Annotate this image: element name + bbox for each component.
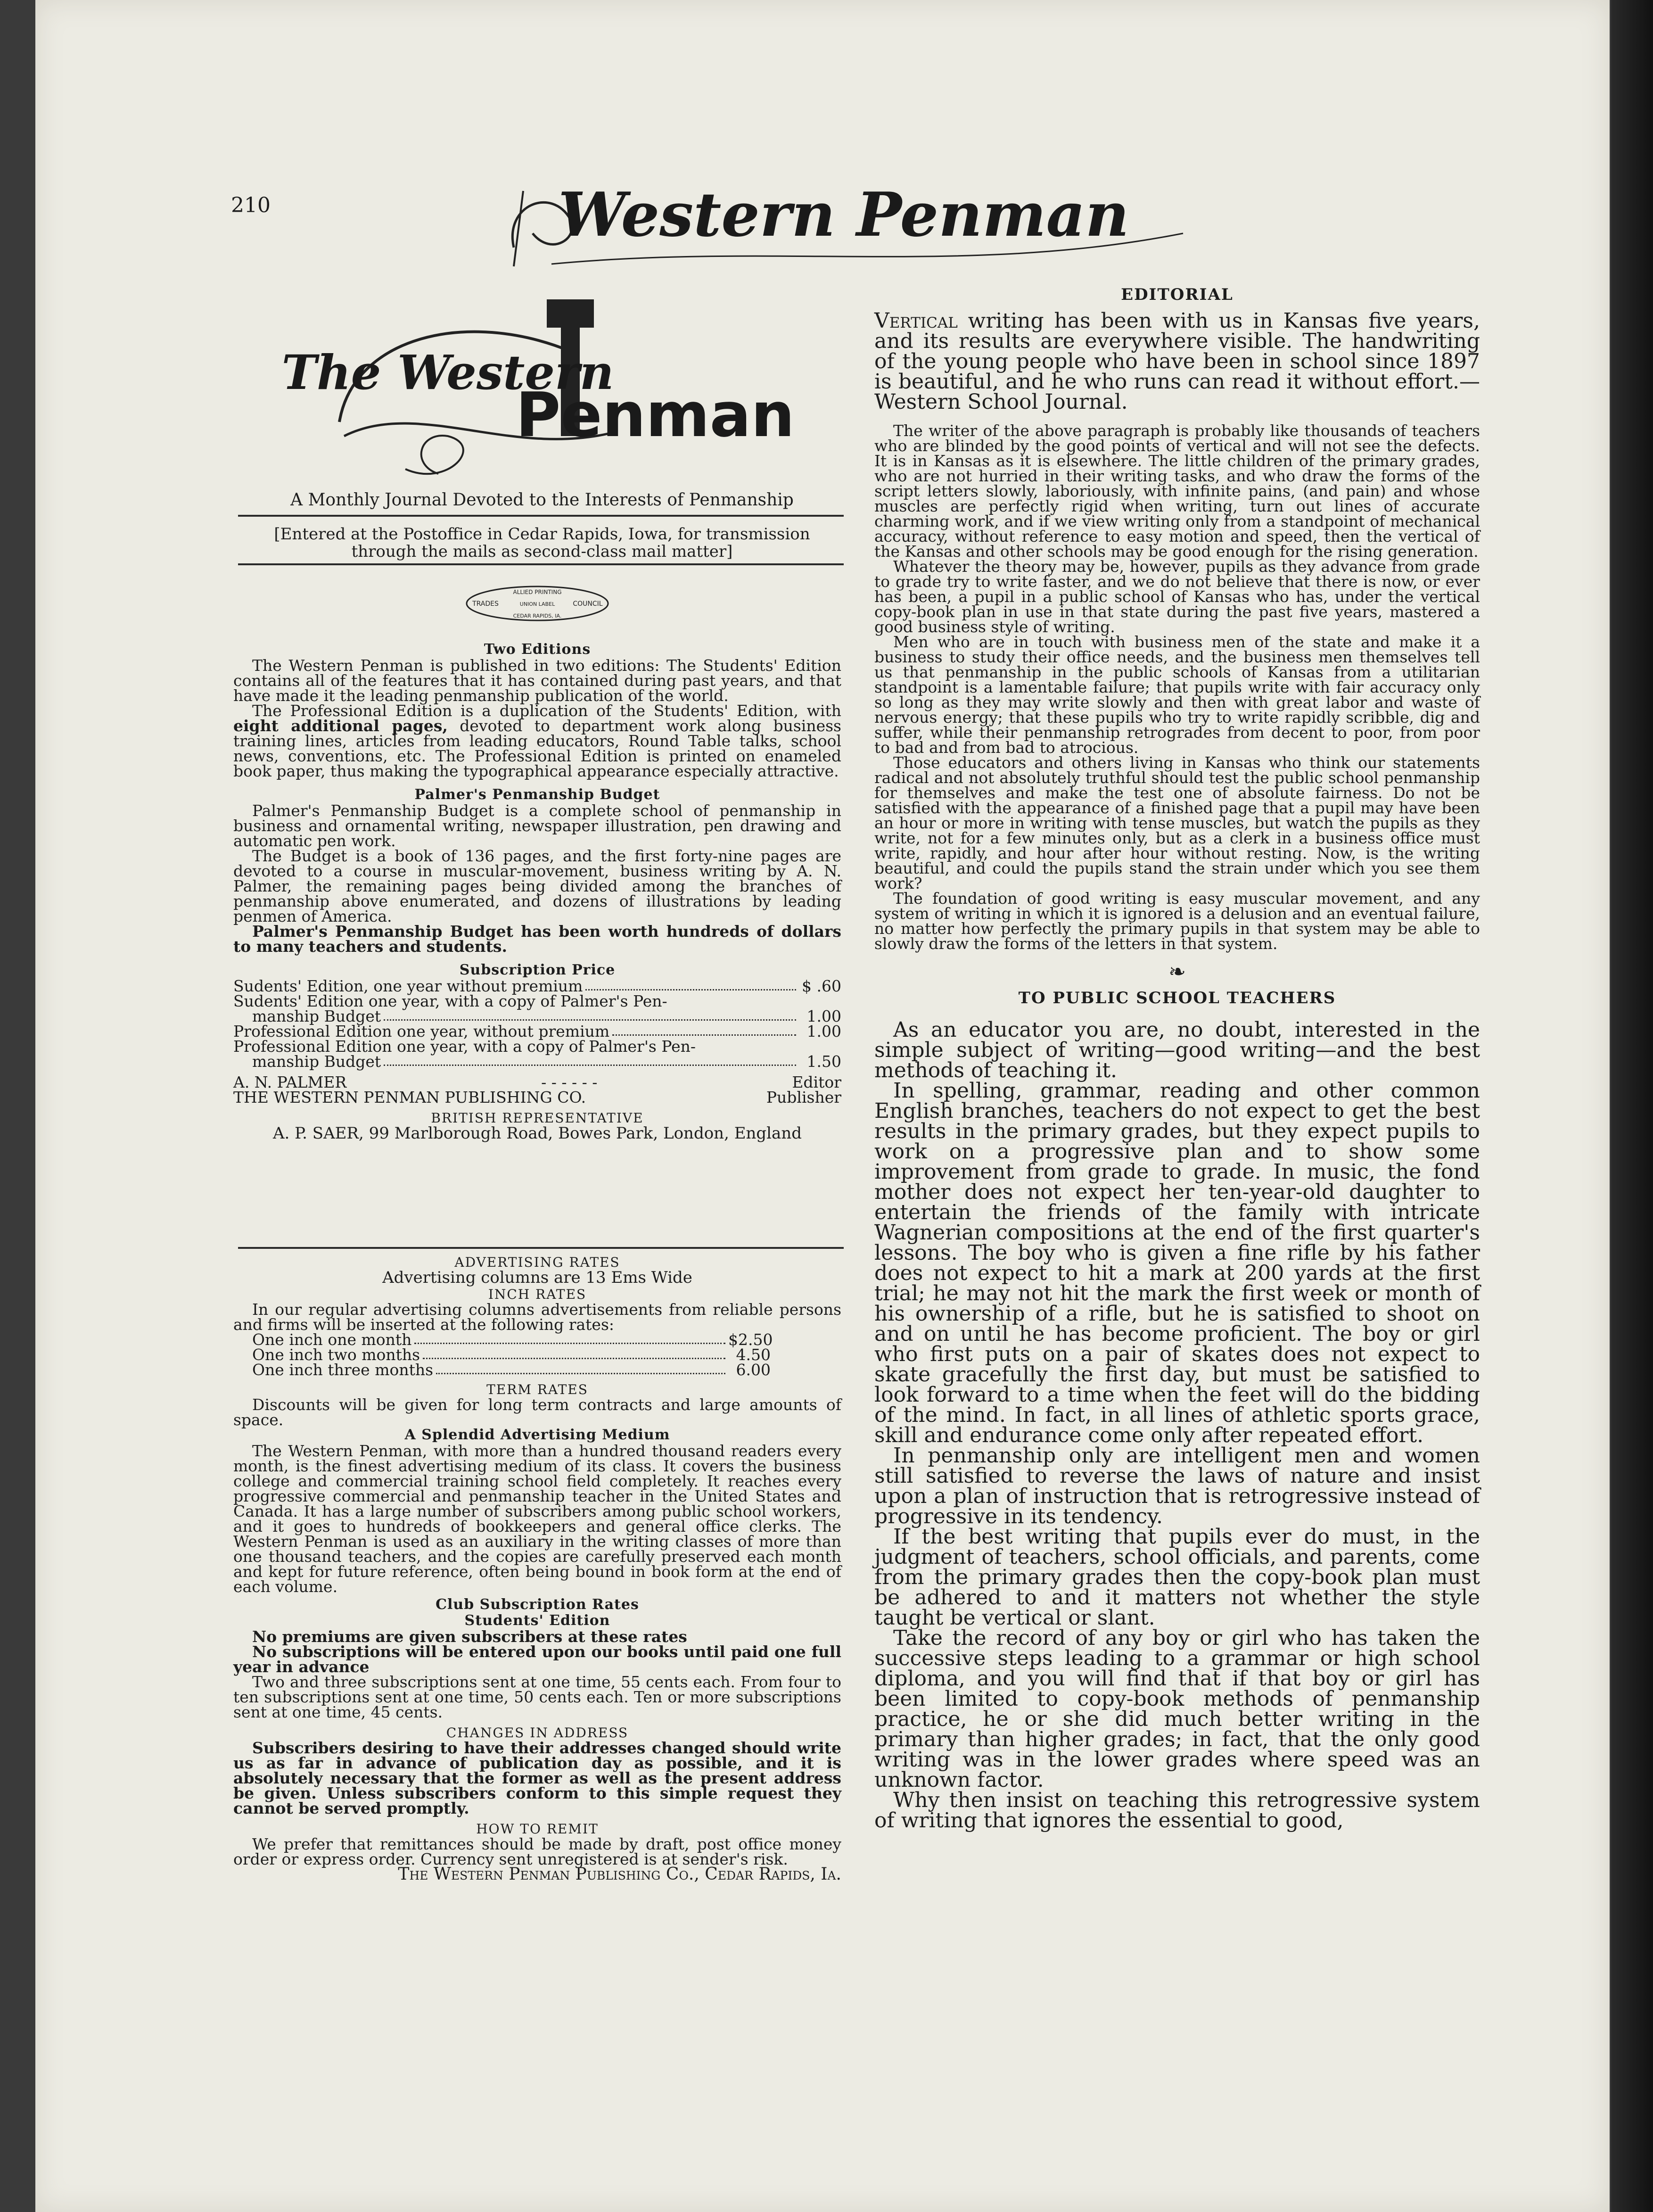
- remit-heading: HOW TO REMIT: [476, 1821, 599, 1837]
- teachers-p3: In penmanship only are intelligent men and women still satisfied to reverse the laws of nature and insist upon a plan of instruction that is retrogressive instead of progressive in its tendency.: [874, 1444, 1480, 1528]
- rule: [238, 515, 844, 517]
- editorial-p5: The foundation of good writing is easy muscular movement, and any system of writing in which it is ignored is a delusion and an eventual failure, no matter how perfectly the primary pupils in that system may be able to slowly draw the forms of the letters in that system.: [874, 889, 1480, 953]
- book-edge: [1611, 0, 1653, 2212]
- teachers-p2: In spelling, grammar, reading and other common English branches, teachers do not expect to get the best results in the primary grades, but they expect pupils to work on a progressive plan and to show some improvement from grade to grade. In music, the fond mother does not expect her ten-year-old daughter to entertain the friends of the family with intricate Wagnerian compositions at the end of the first quarter's lessons. The boy who is given a fine rifle by his father does not expect to hit a mark at 200 yards at the first trial; he may not hit the mark the first week or month of his ownership of a rifle, but he is satisfied to shoot on and on until he has become proficient. The boy or girl who first puts on a pair of skates does not expect to skate gracefully the first day, but must be satisfied to look forward to a time when the feet will do the bidding of the mind. In fact, in all lines of athletic sports grace, skill and endurance come only after repeated effort.: [874, 1079, 1480, 1447]
- budget-heading: Palmer's Penmanship Budget: [414, 786, 660, 803]
- teachers-p6: Why then insist on teaching this retrogressive system of writing that ignores the essential to good,: [874, 1788, 1480, 1832]
- inch-heading: INCH RATES: [488, 1287, 587, 1302]
- left-column-upper: [233, 642, 841, 1141]
- budget-p2: The Budget is a book of 136 pages, and the first forty-nine pages are devoted to a course in muscular-movement, business writing by A. N. Palmer, the remaining pages being divided among the branches of penmanship above enumerated, and dozens of illustrations by leading penmen of America.: [233, 847, 841, 925]
- club-text: Two and three subscriptions sent at one time, 55 cents each. From four to ten subscriptions sent at one time, 50 cents each. Ten or more subscriptions sent at one time, 45 cents.: [233, 1673, 841, 1721]
- rates-list: [233, 1332, 841, 1378]
- teachers-heading: TO PUBLIC SCHOOL TEACHERS: [1018, 989, 1336, 1007]
- british-heading: BRITISH REPRESENTATIVE: [431, 1110, 644, 1126]
- left-column-lower: [233, 1255, 841, 1882]
- term-text: Discounts will be given for long term contracts and large amounts of space.: [233, 1395, 841, 1429]
- medium-text: The Western Penman, with more than a hundred thousand readers every month, is the finest advertising medium of its class. It covers the business college and commercial training school field completely. It reaches every progressive commercial and penmanship teacher in the United States and Canada. It has a large number of subscribers among public school workers, and it goes to hundreds of bookkeepers and general office clerks. The Western Penman is used as an auxiliary in the writing classes of more than one thousand teachers, and the copies are carefully preserved each month and kept for future reference, often being bound in book form at the end of each volume.: [233, 1442, 841, 1596]
- editorial-p4: Those educators and others living in Kansas who think our statements radical and not absolutely truthful should test the public school penmanship for themselves and make the test one of absolute fairness. Do not be satisfied with the appearance of a finished page that a pupil may have been an hour or more in writing with tense muscles, but watch the pupils as they write, not for a few minutes only, but as a clerk in a business office must write, rapidly, and hour after hour without resting. Now, is the writing beautiful, and could the pupils stand the strain under which you see them work?: [874, 753, 1480, 892]
- masthead-title: [495, 177, 1202, 271]
- union-center: UNION LABEL: [519, 601, 555, 607]
- ornament-icon: ❧: [1168, 960, 1186, 984]
- british-address: A. P. SAER, 99 Marlborough Road, Bowes Park, London, England: [273, 1124, 802, 1143]
- rule: [238, 1247, 844, 1249]
- union-right: COUNCIL: [573, 600, 603, 608]
- rate-row: One inch two months 4.50: [252, 1345, 771, 1364]
- masthead-text: Western Penman: [558, 180, 1129, 250]
- advertising-heading: ADVERTISING RATES: [454, 1255, 620, 1270]
- right-column: [874, 285, 1480, 1831]
- rule: [238, 563, 844, 565]
- teachers-body: [874, 1020, 1480, 1831]
- club-heading: Club Subscription Rates: [436, 1596, 639, 1613]
- subscription-row: Sudents' Edition one year, with a copy of Palmer's Pen- manship Budget 1.00: [233, 992, 841, 1025]
- tagline: A Monthly Journal Devoted to the Interests of Penmanship: [290, 490, 794, 510]
- logo-script: The Western: [281, 345, 614, 400]
- remit-text: We prefer that remittances should be made by draft, post office money order or express order. Currency sent unregistered is at sender's risk.: [233, 1835, 841, 1868]
- logo-block: Penman: [516, 379, 795, 451]
- remit-signature: The Western Penman Publishing Co., Cedar Rapids, Ia.: [398, 1865, 841, 1884]
- club-bold1: No premiums are given subscribers at these rates: [252, 1627, 687, 1646]
- club-subheading: Students' Edition: [464, 1612, 610, 1629]
- editorial-body: [874, 423, 1480, 951]
- teachers-p1: As an educator you are, no doubt, interested in the simple subject of writing—good writing—and the best methods of teaching it.: [874, 1018, 1480, 1082]
- editorial-p1: The writer of the above paragraph is probably like thousands of teachers who are blinded by the good points of vertical and will not see the defects. It is in Kansas as it is elsewhere. The little children of the primary grades, who are not hurried in their writing tasks, and who draw the forms of the script letters slowly, laboriously, with infinite pains, (and pain) and whose muscles are perfectly rigid when writing, turn out lines of accurate charming work, and if we view writing only from a standpoint of mechanical accuracy, without reference to easy motion and speed, then the vertical of the Kansas and other schools may be good enough for the rising generation.: [874, 421, 1480, 561]
- two-editions-p2: The Professional Edition is a duplication of the Students' Edition, with eight additional pages, devoted to department work along business training lines, articles from leading educators, Round Table talks, school news, conventions, etc. The Professional Edition is printed on enameled book paper, thus making the typographical appearance especially attractive.: [233, 702, 841, 780]
- publisher-line: THE WESTERN PENMAN PUBLISHING CO. Publisher: [233, 1088, 841, 1106]
- subscription-rows: [233, 979, 841, 1069]
- subscription-row: Professional Edition one year, without premium 1.00: [233, 1022, 841, 1040]
- editorial-lead: Vertical writing has been with us in Kansas five years, and its results are everywhere visible. The handwriting of the young people who have been in school since 1897 is beautiful, and he who runs can read it without effort.—Western School Journal.: [874, 309, 1480, 414]
- term-heading: TERM RATES: [486, 1382, 588, 1397]
- subscription-row: Sudents' Edition, one year without premium $ .60: [233, 977, 841, 995]
- advertising-columns: Advertising columns are 13 Ems Wide: [382, 1268, 692, 1287]
- address-heading: CHANGES IN ADDRESS: [446, 1725, 629, 1741]
- teachers-p5: Take the record of any boy or girl who has taken the successive steps leading to a grammar or high school diploma, and you will find that if that boy or girl has been limited to copy-book methods of penmanship practice, he or she did much better writing in the primary than higher grades; in fact, that the only good writing was in the lower grades where speed was an unknown factor.: [874, 1626, 1480, 1792]
- union-bottom: CEDAR RAPIDS, IA.: [513, 613, 562, 619]
- medium-heading: A Splendid Advertising Medium: [404, 1427, 670, 1443]
- budget-p1: Palmer's Penmanship Budget is a complete school of penmanship in business and ornamental writing, newspaper illustration, pen drawing and automatic pen work.: [233, 801, 841, 850]
- editor-line: A. N. PALMER - - - - - - Editor: [233, 1073, 841, 1091]
- budget-p3: Palmer's Penmanship Budget has been worth hundreds of dollars to many teachers and students.: [233, 922, 841, 956]
- two-editions-p1: The Western Penman is published in two editions: The Students' Edition contains all of the features that it has contained during past years, and that have made it the leading penmanship publication of the world.: [233, 656, 841, 705]
- rate-row: One inch three months 6.00: [252, 1361, 771, 1379]
- subscription-row: Professional Edition one year, with a copy of Palmer's Pen- manship Budget 1.50: [233, 1037, 841, 1071]
- union-top: ALLIED PRINTING: [513, 589, 562, 595]
- address-text: Subscribers desiring to have their addresses changed should write us as far in advance of publication day as possible, and it is absolutely necessary that the former as well as the present address be given. Unless subscribers conform to this simple request they cannot be served promptly.: [233, 1739, 841, 1817]
- page-number: 210: [231, 193, 271, 217]
- rate-row: One inch one month $2.50: [252, 1330, 773, 1349]
- club-bold2: No subscriptions will be entered upon our books until paid one full year in advance: [233, 1642, 841, 1676]
- editorial-p3: Men who are in touch with business men of the state and make it a business to study their office needs, and the business men themselves tell us that penmanship in the public schools of Kansas from a utilitarian standpoint is a lamentable failure; that pupils write with fair accuracy only so long as they may write slowly and then with great labor and waste of nervous energy; that these pupils who try to write rapidly scribble, dig and suffer, while their penmanship retrogrades from decent to poor, from poor to bad and from bad to atrocious.: [874, 633, 1480, 757]
- editorial-heading: EDITORIAL: [1121, 285, 1234, 304]
- subscription-heading: Subscription Price: [459, 962, 616, 978]
- editorial-p2: Whatever the theory may be, however, pupils as they advance from grade to grade try to write faster, and we do not believe that there is now, or ever has been, a pupil in a public school of Kansas who has, under the vertical copy-book plan in use in that state during the past five years, mastered a good business style of writing.: [874, 557, 1480, 636]
- teachers-p4: If the best writing that pupils ever do must, in the judgment of teachers, school officials, and parents, come from the primary grades then the copy-book plan must be adhered to and it matters not whether the style taught be vertical or slant.: [874, 1525, 1480, 1630]
- entered-notice: [Entered at the Postoffice in Cedar Rapids, Iowa, for transmission through the mails as second-class mail matter]: [274, 525, 810, 561]
- union-label: [464, 585, 610, 622]
- union-left: TRADES: [472, 600, 499, 608]
- advertising-intro: In our regular advertising columns advertisements from reliable persons and firms will be inserted at the following rates:: [233, 1300, 841, 1334]
- two-editions-heading: Two Editions: [484, 641, 591, 658]
- penman-logo: [281, 281, 795, 493]
